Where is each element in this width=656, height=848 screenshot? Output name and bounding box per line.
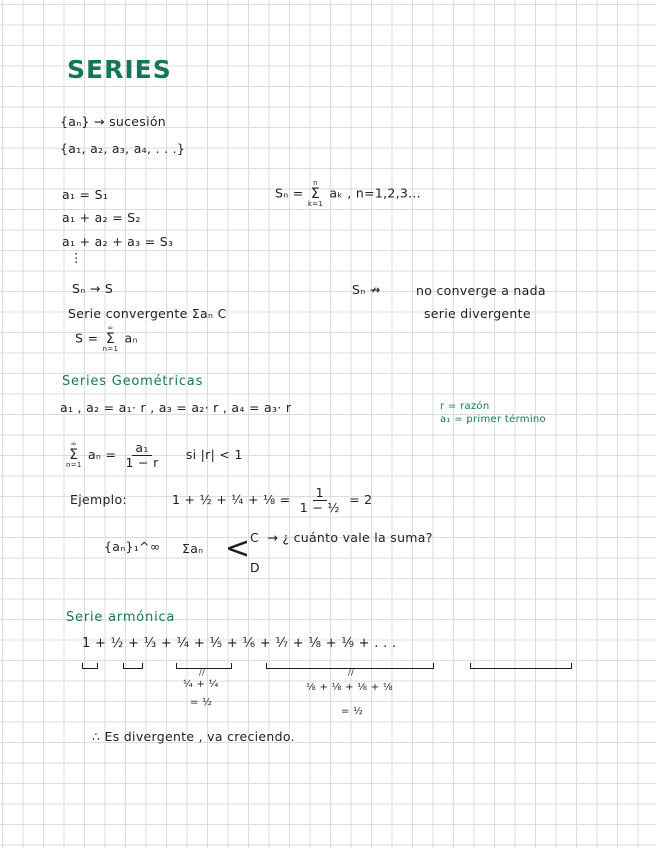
example-fraction	[297, 486, 343, 515]
s-term: aₙ	[124, 330, 138, 346]
sequence-definition: {aₙ} → sucesión	[60, 114, 167, 129]
geometric-sum-upper: ∞	[70, 440, 77, 449]
sn-formula	[275, 180, 421, 208]
geometric-heading: Series Geométricas	[62, 374, 204, 389]
sn-sum-upper: n	[313, 179, 318, 187]
sn-lhs: Sₙ =	[275, 185, 304, 201]
group-brace-1	[82, 663, 98, 669]
sigma-symbol: Σ	[69, 447, 79, 464]
geometric-summation	[66, 441, 82, 469]
geometric-fraction	[123, 441, 162, 470]
question-sequence: {aₙ}₁^∞	[104, 539, 161, 554]
example-label: Ejemplo:	[70, 492, 127, 507]
group-sum-eighths: ⅛ + ⅛ + ⅛ + ⅛	[306, 682, 393, 693]
divergent-branch: D	[250, 560, 260, 575]
partial-sum-s3: a₁ + a₂ + a₃ = S₃	[62, 234, 174, 249]
s-sum-upper: ∞	[107, 324, 114, 332]
partial-sum-s1: a₁ = S₁	[62, 187, 109, 202]
harmonic-series: 1 + ½ + ⅓ + ¼ + ⅕ + ⅙ + ⅐ + ⅛ + ⅑ + . . .	[82, 636, 397, 651]
example-denominator: 1 − ½	[299, 499, 340, 515]
harmonic-heading: Serie armónica	[66, 610, 176, 625]
converges-statement: Sₙ → S	[72, 281, 114, 296]
geometric-condition: si |r| < 1	[185, 446, 243, 462]
fraction-numerator: a₁	[132, 441, 151, 456]
sn-range: , n=1,2,3...	[347, 185, 421, 201]
partial-sum-s2: a₁ + a₂ = S₂	[62, 210, 141, 225]
convergent-branch	[250, 530, 433, 545]
example-formula	[172, 486, 372, 515]
example-series: 1 + ½ + ¼ + ⅛ =	[172, 491, 291, 507]
group-brace-5	[470, 663, 572, 669]
ratio-note: r = razón	[440, 401, 490, 412]
group-sum-quarters: ¼ + ¼	[183, 679, 219, 690]
geometric-sum-term: aₙ =	[87, 446, 117, 462]
branch-c: C	[250, 530, 260, 545]
sequence-terms: {a₁, a₂, a₃, a₄, . . .}	[60, 141, 186, 156]
vertical-dots: ⋮	[70, 250, 83, 265]
group3-mark: ∕∕	[199, 668, 205, 677]
sn-summation	[308, 180, 323, 208]
s-summation	[103, 325, 119, 353]
not-converges-text: no converge a nada	[416, 283, 546, 298]
sigma-symbol: Σ	[105, 331, 115, 347]
s-lhs: S =	[75, 330, 99, 346]
not-converges-symbol: Sₙ ↛	[352, 282, 381, 297]
geometric-sum-formula	[66, 441, 243, 470]
sn-sum-lower: k=1	[307, 200, 324, 208]
example-numerator: 1	[313, 486, 327, 501]
harmonic-conclusion: ∴ Es divergente , va creciendo.	[92, 729, 295, 744]
convergent-series-label: Serie convergente Σaₙ C	[68, 306, 227, 321]
divergent-series-label: serie divergente	[424, 306, 531, 321]
group4-mark: ∕∕	[348, 668, 354, 677]
geometric-terms: a₁ , a₂ = a₁· r , a₃ = a₂· r , a₄ = a₃· r	[60, 400, 292, 415]
example-result: = 2	[349, 491, 373, 507]
branch-question: → ¿ cuánto vale la suma?	[267, 530, 433, 545]
first-term-note: a₁ = primer término	[440, 414, 546, 425]
s-formula	[75, 325, 138, 353]
group-sum-quarters-result: = ½	[190, 697, 213, 708]
geometric-sum-lower: n=1	[66, 461, 82, 470]
group-sum-eighths-result: = ½	[341, 706, 364, 717]
page-title: SERIES	[67, 55, 172, 84]
s-sum-lower: n=1	[102, 345, 119, 353]
fraction-denominator: 1 − r	[125, 454, 159, 470]
branch-angle: <	[225, 531, 251, 566]
question-sum: Σaₙ	[182, 541, 204, 556]
sn-term: aₖ	[329, 185, 343, 201]
sigma-symbol: Σ	[310, 186, 321, 202]
group-brace-2	[123, 663, 143, 669]
